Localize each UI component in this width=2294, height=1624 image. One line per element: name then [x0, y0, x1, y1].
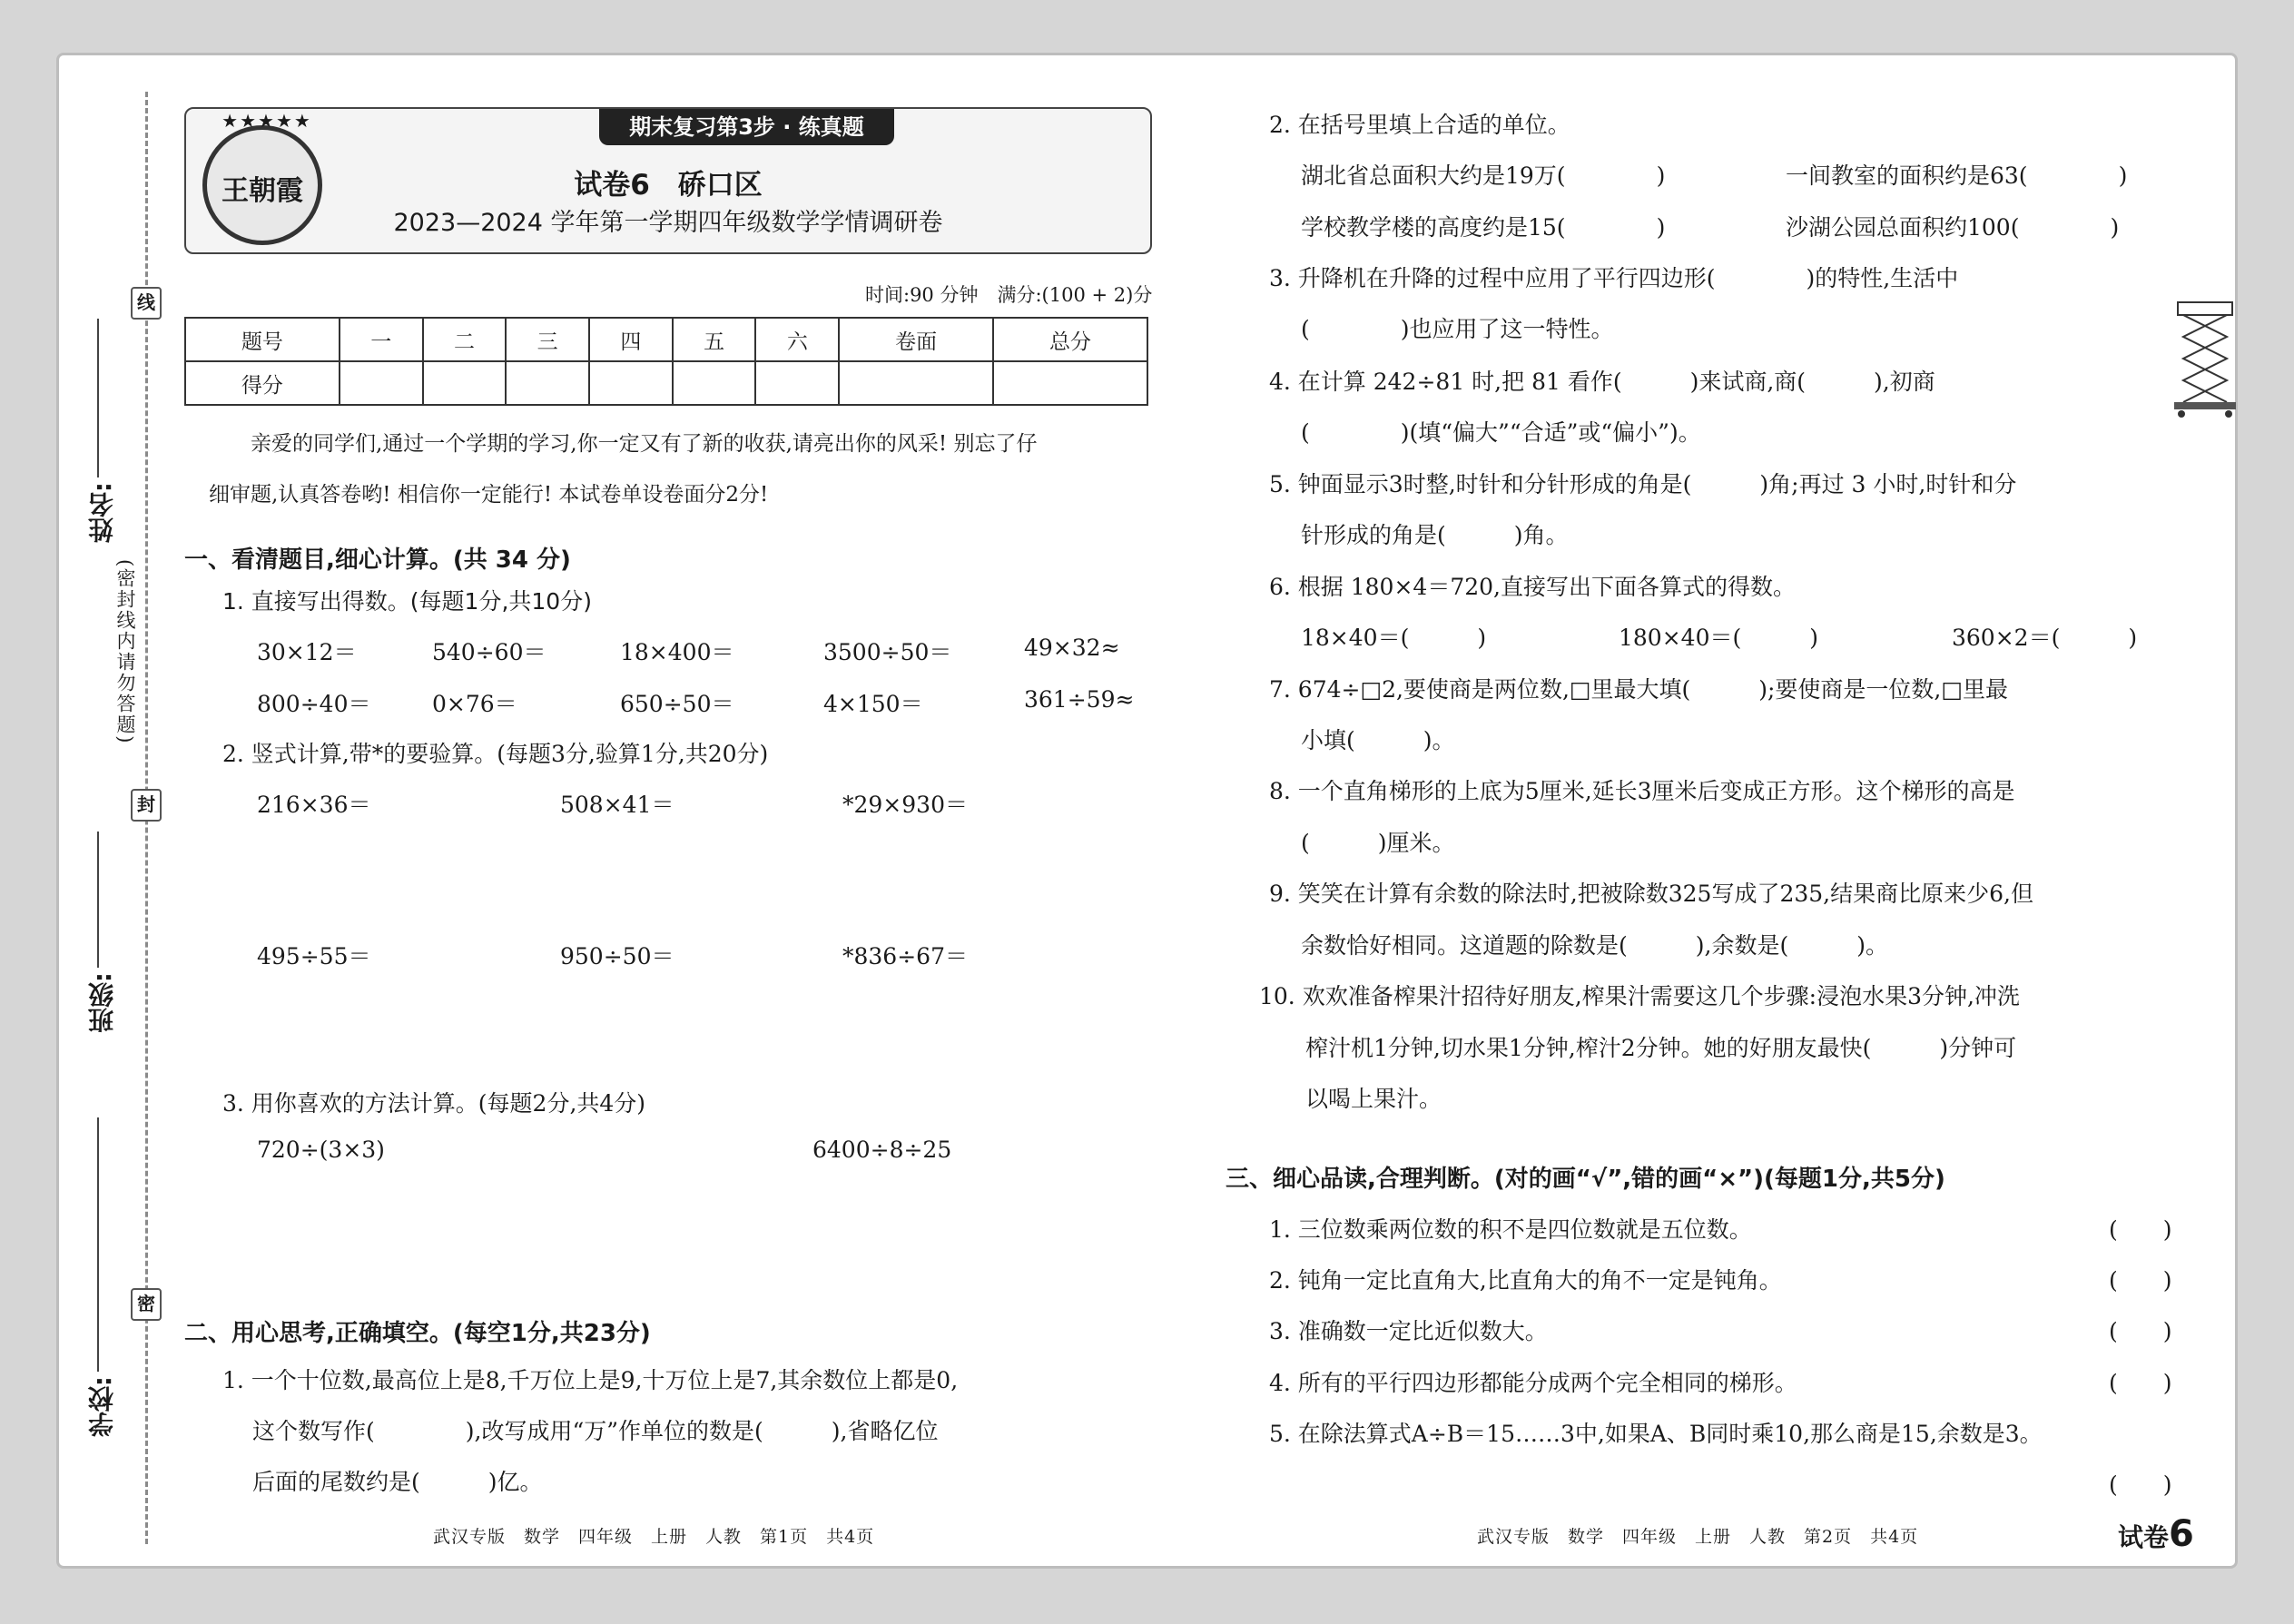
question-line: 3. 升降机在升降的过程中应用了平行四边形( )的特性,生活中: [1269, 265, 1959, 291]
score-header-cell: 五: [673, 318, 756, 361]
method-calc-item: 720÷(3×3): [257, 1137, 385, 1163]
paper-tag-number: 6: [2169, 1513, 2194, 1555]
score-row-label: 得分: [185, 361, 340, 405]
seal-mark-feng: 封: [131, 789, 162, 822]
vertical-calc-item: 495÷55＝: [257, 943, 371, 969]
question-line: ( )也应用了这一特性。: [1301, 316, 1614, 342]
calc-item: 650÷50＝: [620, 691, 734, 717]
school-label: 学校:: [87, 1376, 117, 1438]
paper-title: 试卷6 硚口区: [574, 169, 763, 202]
class-line[interactable]: [97, 832, 99, 968]
seal-note: (密封线内请勿答题): [114, 559, 136, 745]
question-line: 10. 欢欢准备榨果汁招待好朋友,榨果汁需要这几个步骤:浸泡水果3分钟,冲洗: [1259, 983, 2020, 1009]
seal-mark-xian: 线: [131, 287, 162, 320]
vertical-calc-item: *29×930＝: [842, 792, 968, 818]
section2-title: 二、用心思考,正确填空。(每空1分,共23分): [184, 1320, 651, 1347]
question-line: 1. 一个十位数,最高位上是8,千万位上是9,十万位上是7,其余数位上都是0,: [222, 1367, 959, 1393]
section1-q2: 2. 竖式计算,带*的要验算。(每题3分,验算1分,共20分): [222, 741, 769, 767]
score-table-header-row: [185, 318, 1147, 361]
question-line: 湖北省总面积大约是19万( ): [1301, 162, 1666, 189]
calc-item: 18×400＝: [620, 639, 734, 665]
score-cell[interactable]: [839, 361, 993, 405]
school-line[interactable]: [97, 1117, 99, 1372]
logo-text: 王朝霞: [222, 175, 303, 207]
score-header-cell: 总分: [993, 318, 1147, 361]
star-icon: ★★★★★: [222, 110, 312, 132]
intro-line: 细审题,认真答卷哟! 相信你一定能行! 本试卷单设卷面分2分!: [209, 483, 769, 507]
score-table-score-row: [185, 361, 1147, 405]
section1-title: 一、看清题目,细心计算。(共 34 分): [184, 546, 571, 574]
exam-sheet: [56, 53, 2238, 1569]
score-header-cell: 四: [589, 318, 673, 361]
judge-item: 1. 三位数乘两位数的积不是四位数就是五位数。: [1269, 1216, 1752, 1243]
judge-blank[interactable]: ( ): [2109, 1318, 2172, 1344]
score-cell[interactable]: [993, 361, 1147, 405]
calc-item: 800÷40＝: [257, 691, 371, 717]
judge-item: 2. 钝角一定比直角大,比直角大的角不一定是钝角。: [1269, 1267, 1782, 1294]
question-line: 一间教室的面积约是63( ): [1786, 162, 2128, 189]
vertical-calc-item: *836÷67＝: [842, 943, 968, 969]
question-line: 8. 一个直角梯形的上底为5厘米,延长3厘米后变成正方形。这个梯形的高是: [1269, 778, 2015, 804]
question-line: 4. 在计算 242÷81 时,把 81 看作( )来试商,商( ),初商: [1269, 369, 1935, 395]
class-field[interactable]: [84, 972, 121, 1037]
score-cell[interactable]: [423, 361, 507, 405]
calc-item: 30×12＝: [257, 639, 357, 665]
judge-item: 4. 所有的平行四边形都能分成两个完全相同的梯形。: [1269, 1370, 1797, 1396]
section1-q1: [222, 584, 592, 616]
question-line: 5. 钟面显示3时整,时针和分针形成的角是( )角;再过 3 小时,时针和分: [1269, 471, 2017, 497]
score-cell[interactable]: [340, 361, 423, 405]
score-header-cell: 卷面: [839, 318, 993, 361]
section3-title: 三、细心品读,合理判断。(对的画“√”,错的画“×”)(每题1分,共5分): [1226, 1166, 1945, 1193]
question-line: 余数恰好相同。这道题的除数是( ),余数是( )。: [1301, 932, 1888, 959]
score-table: [184, 317, 1148, 406]
judge-blank[interactable]: ( ): [2109, 1370, 2172, 1396]
school-field[interactable]: [84, 1376, 121, 1441]
calc-item: 361÷59≈: [1024, 686, 1135, 713]
judge-blank[interactable]: ( ): [2109, 1267, 2172, 1294]
paper-subtitle: 2023—2024 学年第一学期四年级数学学情调研卷: [393, 209, 943, 237]
score-cell[interactable]: [506, 361, 589, 405]
step-tab: 期末复习第3步 · 练真题: [599, 109, 894, 145]
question-line: 榨汁机1分钟,切水果1分钟,榨汁2分钟。她的好朋友最快( )分钟可: [1305, 1035, 2017, 1061]
judge-blank[interactable]: ( ): [2109, 1471, 2172, 1498]
method-calc-item: 6400÷8÷25: [812, 1137, 952, 1163]
question-text: 1. 直接写出得数。(每题1分,共10分): [222, 588, 592, 615]
footer-left: 武汉专版 数学 四年级 上册 人教 第1页 共4页: [433, 1527, 875, 1547]
paper-tag: [2118, 1513, 2194, 1555]
calc-item: 540÷60＝: [432, 639, 546, 665]
question-line: 18×40＝( ): [1301, 625, 1487, 651]
name-field[interactable]: [84, 482, 121, 546]
binding-strip: [59, 55, 159, 1566]
question-line: ( )厘米。: [1301, 830, 1455, 856]
class-label: 班级:: [87, 972, 117, 1034]
judge-item: 5. 在除法算式A÷B＝15……3中,如果A、B同时乘10,那么商是15,余数是3。: [1269, 1421, 2043, 1447]
scissor-lift-icon: [2172, 300, 2238, 418]
question-line: 6. 根据 180×4＝720,直接写出下面各算式的得数。: [1269, 574, 1796, 600]
score-header-cell: 三: [506, 318, 589, 361]
vertical-calc-item: 216×36＝: [257, 792, 371, 818]
question-line: 以喝上果汁。: [1305, 1086, 1442, 1112]
score-cell[interactable]: [673, 361, 756, 405]
score-header-cell: 一: [340, 318, 423, 361]
question-line: 沙湖公园总面积约100( ): [1786, 214, 2120, 241]
question-line: 针形成的角是( )角。: [1301, 522, 1569, 548]
question-line: 学校教学楼的高度约是15( ): [1301, 214, 1666, 241]
seal-mark-mi: 密: [131, 1288, 162, 1321]
score-cell[interactable]: [589, 361, 673, 405]
question-line: 这个数写作( ),改写成用“万”作单位的数是( ),省略亿位: [252, 1418, 939, 1444]
name-line[interactable]: [97, 319, 99, 477]
vertical-calc-item: 950÷50＝: [560, 943, 674, 969]
paper-tag-prefix: 试卷: [2118, 1522, 2170, 1552]
calc-item: 49×32≈: [1024, 635, 1120, 661]
intro-line: 亲爱的同学们,通过一个学期的学习,你一定又有了新的收获,请亮出你的风采! 别忘了仔: [251, 432, 1038, 456]
judge-item: 3. 准确数一定比近似数大。: [1269, 1318, 1548, 1344]
question-line: 小填( )。: [1301, 727, 1455, 753]
section1-q3: 3. 用你喜欢的方法计算。(每题2分,共4分): [222, 1090, 646, 1117]
name-label: 姓名:: [87, 482, 117, 544]
question-line: 7. 674÷□2,要使商是两位数,□里最大填( );要使商是一位数,□里最: [1269, 676, 2009, 703]
question-line: 后面的尾数约是( )亿。: [252, 1469, 543, 1495]
calc-item: 3500÷50＝: [823, 639, 952, 665]
calc-item: 4×150＝: [823, 691, 923, 717]
question-line: 360×2＝( ): [1952, 625, 2138, 651]
time-score: 时间:90 分钟 满分:(100 + 2)分: [865, 284, 1153, 306]
vertical-calc-item: 508×41＝: [560, 792, 674, 818]
footer-right: 武汉专版 数学 四年级 上册 人教 第2页 共4页: [1477, 1527, 1919, 1547]
question-line: 9. 笑笑在计算有余数的除法时,把被除数325写成了235,结果商比原来少6,但: [1269, 881, 2033, 907]
question-line: ( )(填“偏大”“合适”或“偏小”)。: [1301, 419, 1701, 446]
score-header-cell: 二: [423, 318, 507, 361]
score-header-cell: 六: [755, 318, 839, 361]
question-line: 180×40＝( ): [1619, 625, 1818, 651]
header-banner: [184, 107, 1152, 254]
intro-text: [209, 418, 1153, 520]
calc-item: 0×76＝: [432, 691, 517, 717]
score-header-cell: 题号: [185, 318, 340, 361]
judge-blank[interactable]: ( ): [2109, 1216, 2172, 1243]
score-cell[interactable]: [755, 361, 839, 405]
question-line: 2. 在括号里填上合适的单位。: [1269, 112, 1570, 138]
